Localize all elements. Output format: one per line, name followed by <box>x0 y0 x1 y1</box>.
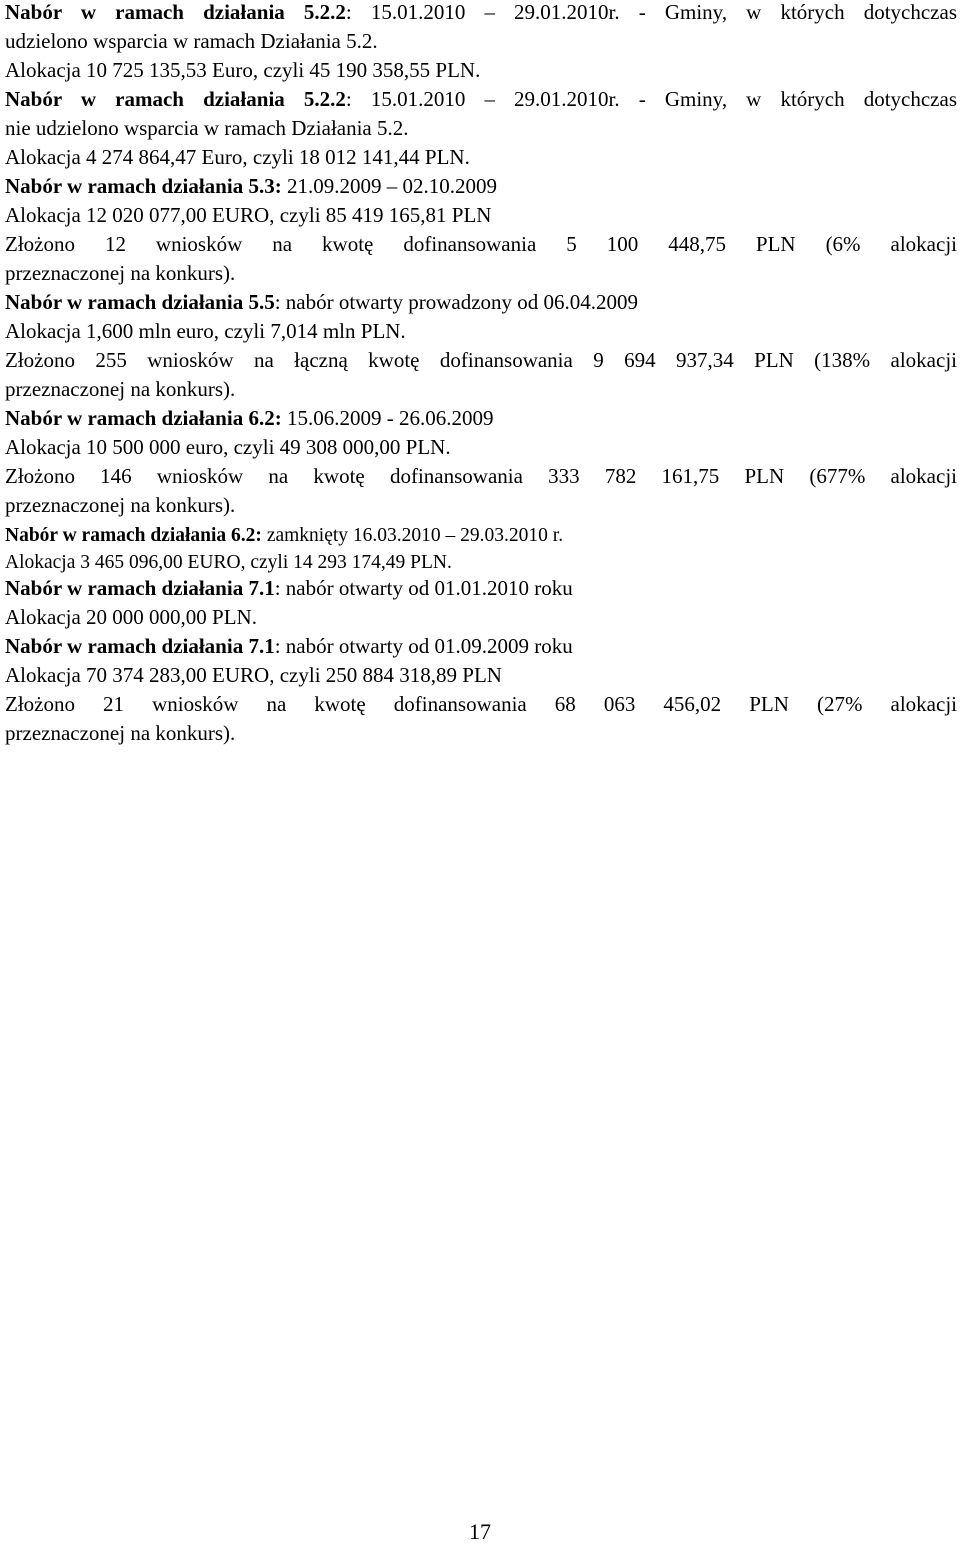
line-text: Alokacja 70 374 283,00 EURO, czyli 250 884 318,89 PLN <box>5 663 502 687</box>
bold-label: Nabór w ramach działania 7.1 <box>5 634 275 658</box>
line-text: : nabór otwarty prowadzony od 06.04.2009 <box>274 290 639 314</box>
allocation-line <box>5 433 957 462</box>
line-text: Alokacja 20 000 000,00 PLN. <box>5 605 257 629</box>
text-line <box>5 259 957 288</box>
line-text: udzielono wsparcia w ramach Działania 5.2. <box>5 29 378 53</box>
line-text: 21.09.2009 – 02.10.2009 <box>281 174 497 198</box>
heading-line <box>5 0 957 27</box>
bold-label: Nabór w ramach działania 5.5 <box>5 290 275 314</box>
submitted-line <box>5 690 957 719</box>
line-text: przeznaczonej na konkurs). <box>5 493 236 517</box>
heading-line <box>5 85 957 114</box>
line-text: przeznaczonej na konkurs). <box>5 261 236 285</box>
line-text: Alokacja 4 274 864,47 Euro, czyli 18 012 141,44 PLN. <box>5 145 470 169</box>
heading-line <box>5 521 957 550</box>
allocation-line <box>5 143 957 172</box>
line-text: Alokacja 10 725 135,53 Euro, czyli 45 190 358,55 PLN. <box>5 58 481 82</box>
allocation-line <box>5 56 957 85</box>
bold-label: Nabór w ramach działania 5.2.2 <box>5 0 346 24</box>
allocation-line <box>5 201 957 230</box>
heading-line <box>5 404 957 433</box>
text-line <box>5 491 957 520</box>
bold-label: Nabór w ramach działania 5.3: <box>5 174 282 198</box>
line-text: 15.06.2009 - 26.06.2009 <box>281 406 494 430</box>
allocation-line <box>5 548 957 577</box>
bold-label: Nabór w ramach działania 5.2.2 <box>5 87 346 111</box>
text-line <box>5 114 957 143</box>
heading-line <box>5 632 957 661</box>
page-number: 17 <box>469 1519 491 1544</box>
text-line <box>5 27 957 56</box>
submitted-line <box>5 346 957 375</box>
line-text: : nabór otwarty od 01.01.2010 roku <box>274 576 573 600</box>
allocation-line <box>5 603 957 632</box>
heading-line <box>5 574 957 603</box>
allocation-line <box>5 317 957 346</box>
line-text: : nabór otwarty od 01.09.2009 roku <box>274 634 573 658</box>
line-text: Alokacja 10 500 000 euro, czyli 49 308 000,00 PLN. <box>5 435 451 459</box>
line-text: : 15.01.2010 – 29.01.2010r. - Gminy, w których dotychczas <box>345 87 957 111</box>
submitted-line <box>5 462 957 491</box>
bold-label: Nabór w ramach działania 7.1 <box>5 576 275 600</box>
line-text: Złożono 21 wniosków na kwotę dofinansowania 68 063 456,02 PLN (27% alokacji <box>5 692 957 716</box>
line-text: nie udzielono wsparcia w ramach Działania 5.2. <box>5 116 409 140</box>
text-line <box>5 719 957 748</box>
line-text: Złożono 12 wniosków na kwotę dofinansowania 5 100 448,75 PLN (6% alokacji <box>5 232 957 256</box>
submitted-line <box>5 230 957 259</box>
line-text: : 15.01.2010 – 29.01.2010r. - Gminy, w których dotychczas <box>345 0 957 24</box>
line-text: Alokacja 1,600 mln euro, czyli 7,014 mln PLN. <box>5 319 406 343</box>
text-line <box>5 375 957 404</box>
bold-label: Nabór w ramach działania 6.2: <box>5 406 282 430</box>
heading-line <box>5 172 957 201</box>
line-text: zamknięty 16.03.2010 – 29.03.2010 r. <box>261 525 564 546</box>
line-text: Alokacja 12 020 077,00 EURO, czyli 85 419 165,81 PLN <box>5 203 492 227</box>
allocation-line <box>5 661 957 690</box>
bold-label: Nabór w ramach działania 6.2: <box>5 525 262 546</box>
line-text: Złożono 146 wniosków na kwotę dofinansowania 333 782 161,75 PLN (677% alokacji <box>5 464 957 488</box>
heading-line <box>5 288 957 317</box>
line-text: Alokacja 3 465 096,00 EURO, czyli 14 293 174,49 PLN. <box>5 552 452 573</box>
line-text: przeznaczonej na konkurs). <box>5 721 236 745</box>
line-text: przeznaczonej na konkurs). <box>5 377 236 401</box>
line-text: Złożono 255 wniosków na łączną kwotę dofinansowania 9 694 937,34 PLN (138% alokacji <box>5 348 957 372</box>
